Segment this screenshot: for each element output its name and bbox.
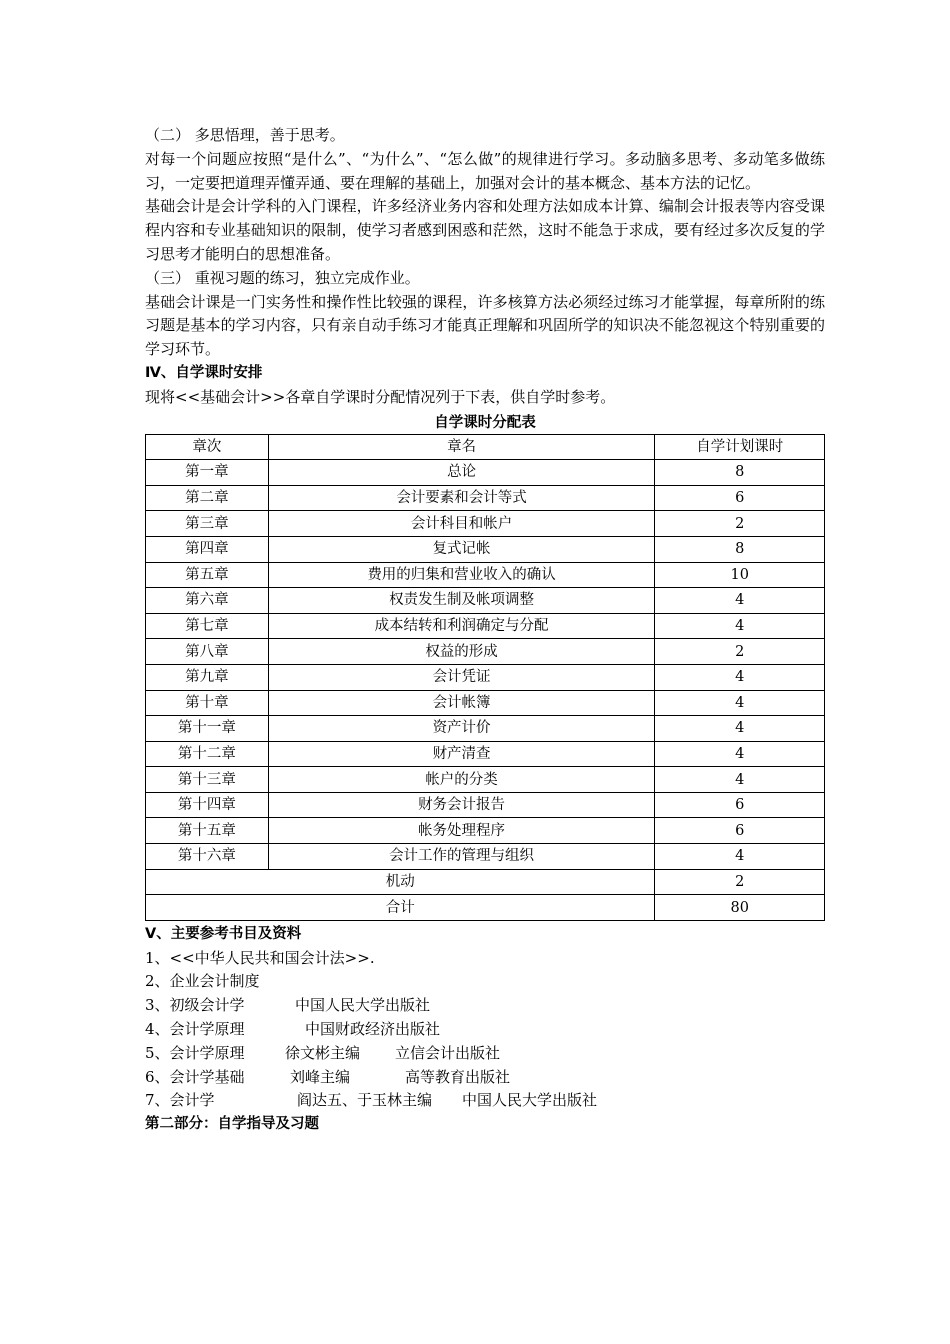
table-row <box>146 562 825 588</box>
table-row <box>146 716 825 742</box>
table-row <box>146 792 825 818</box>
chapter-name-cell: 资产计价 <box>268 716 655 742</box>
hours-cell: 4 <box>655 690 825 716</box>
table-row <box>146 485 825 511</box>
hours-cell: 6 <box>655 485 825 511</box>
chapter-cell: 第十二章 <box>146 741 269 767</box>
reference-author: 阎达五、于玉林主编 <box>297 1091 433 1110</box>
flex-row-value: 2 <box>655 869 825 895</box>
reference-publisher: 中国人民大学出版社 <box>462 1091 598 1110</box>
reference-author: 刘峰主编 <box>290 1067 351 1086</box>
total-row-value: 80 <box>655 895 825 921</box>
table-row <box>146 741 825 767</box>
header-planned-hours: 自学计划课时 <box>655 434 825 460</box>
reference-title: 3、初级会计学 <box>145 996 245 1015</box>
reference-item <box>145 1089 825 1113</box>
total-row <box>146 895 825 921</box>
reference-item <box>145 947 825 971</box>
table-row <box>146 639 825 665</box>
header-chapter-name: 章名 <box>268 434 655 460</box>
reference-title: 2、企业会计制度 <box>145 972 260 991</box>
hours-cell: 2 <box>655 511 825 537</box>
chapter-cell: 第三章 <box>146 511 269 537</box>
study-hours-table <box>145 434 825 921</box>
hours-cell: 10 <box>655 562 825 588</box>
part-4-heading: Ⅳ、自学课时安排 <box>145 364 263 381</box>
chapter-name-cell: 会计要素和会计等式 <box>268 485 655 511</box>
table-row <box>146 536 825 562</box>
chapter-name-cell: 复式记帐 <box>268 536 655 562</box>
hours-cell: 8 <box>655 460 825 486</box>
hours-cell: 2 <box>655 639 825 665</box>
header-chapter: 章次 <box>146 434 269 460</box>
hours-cell: 4 <box>655 588 825 614</box>
chapter-name-cell: 会计工作的管理与组织 <box>268 844 655 870</box>
section-3-heading: （三） 重视习题的练习，独立完成作业。 <box>145 268 420 287</box>
chapter-name-cell: 总论 <box>268 460 655 486</box>
reference-title: 1、<<中华人民共和国会计法>>. <box>145 948 375 967</box>
table-row <box>146 844 825 870</box>
chapter-name-cell: 会计科目和帐户 <box>268 511 655 537</box>
chapter-cell: 第十章 <box>146 690 269 716</box>
table-row <box>146 818 825 844</box>
hours-cell: 6 <box>655 818 825 844</box>
chapter-cell: 第十四章 <box>146 792 269 818</box>
chapter-name-cell: 帐户的分类 <box>268 767 655 793</box>
hours-cell: 8 <box>655 536 825 562</box>
chapter-cell: 第七章 <box>146 613 269 639</box>
hours-cell: 4 <box>655 741 825 767</box>
reference-publisher: 高等教育出版社 <box>405 1067 511 1086</box>
table-title: 自学课时分配表 <box>434 414 536 431</box>
reference-item <box>145 994 825 1018</box>
chapter-name-cell: 权益的形成 <box>268 639 655 665</box>
chapter-cell: 第四章 <box>146 536 269 562</box>
chapter-cell: 第一章 <box>146 460 269 486</box>
chapter-cell: 第九章 <box>146 664 269 690</box>
section-3-paragraph-1: 基础会计课是一门实务性和操作性比较强的课程，许多核算方法必须经过练习才能掌握，每章所附的练习题是基本的学习内容，只有亲自动手练习才能真正理解和巩固所学的知识决不能忽视这个特别重要的学习环节。 <box>145 292 825 359</box>
reference-title: 4、会计学原理 <box>145 1020 245 1039</box>
hours-cell: 4 <box>655 716 825 742</box>
reference-author: 中国财政经济出版社 <box>305 1020 441 1039</box>
table-row <box>146 664 825 690</box>
chapter-cell: 第十六章 <box>146 844 269 870</box>
reference-item <box>145 1066 825 1090</box>
chapter-cell: 第六章 <box>146 588 269 614</box>
section-2-paragraph-1: 对每一个问题应按照“是什么”、“为什么”、“怎么做”的规律进行学习。多动脑多思考、多动笔多做练习，一定要把道理弄懂弄通、要在理解的基础上，加强对会计的基本概念、基本方法的记忆。 <box>145 149 825 192</box>
chapter-name-cell: 会计凭证 <box>268 664 655 690</box>
reference-list <box>145 947 825 1114</box>
chapter-cell: 第十五章 <box>146 818 269 844</box>
chapter-name-cell: 财务会计报告 <box>268 792 655 818</box>
total-row-label: 合计 <box>146 895 655 921</box>
chapter-name-cell: 帐务处理程序 <box>268 818 655 844</box>
reference-item <box>145 970 825 994</box>
chapter-cell: 第二章 <box>146 485 269 511</box>
table-header-row <box>146 434 825 460</box>
chapter-cell: 第十三章 <box>146 767 269 793</box>
hours-cell: 6 <box>655 792 825 818</box>
flex-row-label: 机动 <box>146 869 655 895</box>
reference-author: 中国人民大学出版社 <box>295 996 431 1015</box>
chapter-cell: 第五章 <box>146 562 269 588</box>
reference-item <box>145 1018 825 1042</box>
hours-cell: 4 <box>655 664 825 690</box>
table-row <box>146 767 825 793</box>
reference-item <box>145 1042 825 1066</box>
reference-author: 徐文彬主编 <box>285 1043 361 1062</box>
chapter-name-cell: 成本结转和利润确定与分配 <box>268 613 655 639</box>
flex-row <box>146 869 825 895</box>
table-row <box>146 460 825 486</box>
table-row <box>146 511 825 537</box>
chapter-name-cell: 费用的归集和营业收入的确认 <box>268 562 655 588</box>
table-row <box>146 588 825 614</box>
chapter-cell: 第八章 <box>146 639 269 665</box>
hours-cell: 4 <box>655 613 825 639</box>
hours-cell: 4 <box>655 767 825 793</box>
part-4-intro: 现将<<基础会计>>各章自学课时分配情况列于下表，供自学时参考。 <box>145 387 616 406</box>
chapter-name-cell: 权责发生制及帐项调整 <box>268 588 655 614</box>
table-row <box>146 613 825 639</box>
section-2-paragraph-2: 基础会计是会计学科的入门课程，许多经济业务内容和处理方法如成本计算、编制会计报表等内容受课程内容和专业基础知识的限制，使学习者感到困惑和茫然，这时不能急于求成，要有经过多次反复的学习思考才能明白的思想准备。 <box>145 197 825 263</box>
chapter-cell: 第十一章 <box>146 716 269 742</box>
chapter-name-cell: 会计帐簿 <box>268 690 655 716</box>
table-row <box>146 690 825 716</box>
part-5-heading: Ⅴ、主要参考书目及资料 <box>145 925 302 942</box>
reference-title: 7、会计学 <box>145 1091 215 1110</box>
reference-title: 5、会计学原理 <box>145 1043 245 1062</box>
reference-title: 6、会计学基础 <box>145 1067 245 1086</box>
document-page <box>145 120 825 1137</box>
hours-cell: 4 <box>655 844 825 870</box>
reference-publisher: 立信会计出版社 <box>395 1043 501 1062</box>
part-2-heading: 第二部分：自学指导及习题 <box>145 1116 319 1133</box>
section-2-heading: （二） 多思悟理，善于思考。 <box>145 126 345 144</box>
chapter-name-cell: 财产清查 <box>268 741 655 767</box>
